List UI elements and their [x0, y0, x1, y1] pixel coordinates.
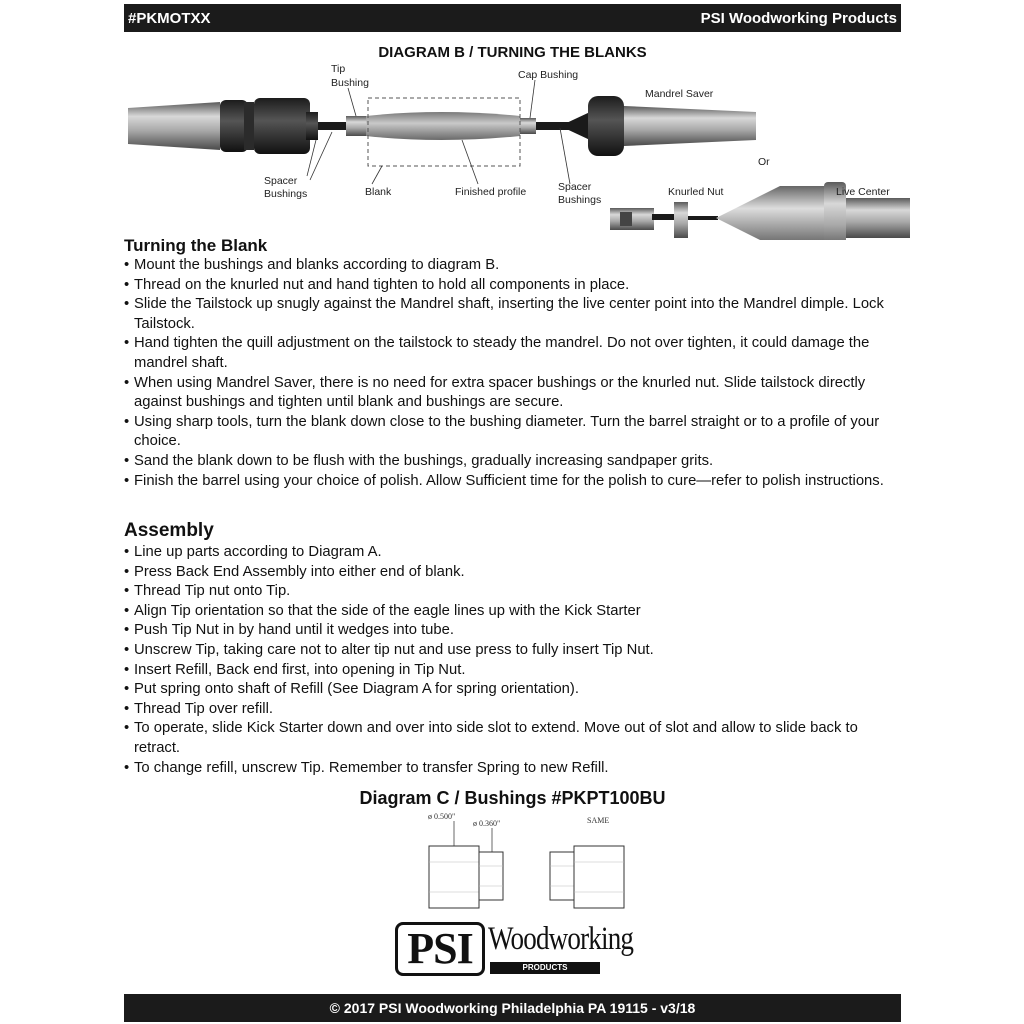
- list-item: • Push Tip Nut in by hand until it wedges into tube.: [124, 621, 894, 641]
- drive-collet: [220, 100, 248, 152]
- label-spacer-left: Spacer: [264, 175, 298, 187]
- same-note: SAME: [587, 816, 610, 825]
- label-blank: Blank: [365, 186, 392, 198]
- list-item: • Finish the barrel using your choice of polish. Allow Sufficient time for the polish to cure—refer to polish instructions.: [124, 472, 894, 492]
- knurled-nut: [674, 202, 688, 238]
- diagram-b-illustration: [120, 58, 910, 240]
- list-item: • Thread Tip over refill.: [124, 700, 894, 720]
- morse-taper-left: [128, 102, 220, 150]
- label-finished-profile: Finished profile: [455, 186, 527, 198]
- label-cap-bushing: Cap Bushing: [518, 69, 579, 81]
- label-live-center: Live Center: [836, 186, 890, 198]
- list-item: • Using sharp tools, turn the blank down close to the bushing diameter. Turn the barrel straight or to a profile of your choice.: [124, 413, 894, 452]
- diagram-c-title: Diagram C / Bushings #PKPT100BU: [359, 788, 666, 808]
- products-logo-text: PRODUCTS: [490, 962, 600, 974]
- mandrel-saver: [588, 96, 624, 156]
- psi-logo: [395, 918, 635, 980]
- list-item: • Line up parts according to Diagram A.: [124, 543, 894, 563]
- turning-heading: Turning the Blank: [124, 236, 268, 255]
- list-item: • To operate, slide Kick Starter down and over into side slot to extend. Move out of slot and allow to slide back to retract.: [124, 719, 894, 758]
- list-item: • To change refill, unscrew Tip. Remember to transfer Spring to new Refill.: [124, 759, 894, 779]
- blank: [366, 112, 520, 140]
- list-item: • Put spring onto shaft of Refill (See Diagram A for spring orientation).: [124, 680, 894, 700]
- bushing-large-right: [574, 846, 624, 908]
- list-item: • Unscrew Tip, taking care not to alter tip nut and use press to fully insert Tip Nut.: [124, 641, 894, 661]
- label-tip: Tip: [331, 63, 346, 75]
- cap-bushing: [520, 118, 536, 134]
- list-item: • Press Back End Assembly into either end of blank.: [124, 563, 894, 583]
- psi-logo-text: PSI: [407, 924, 473, 973]
- label-spacer-bushings-left: Bushings: [264, 188, 308, 200]
- product-code: #PKMOTXX: [128, 10, 211, 27]
- assembly-section: [124, 519, 894, 778]
- label-spacer-bushings-right: Bushings: [558, 194, 602, 206]
- label-mandrel-saver: Mandrel Saver: [645, 88, 714, 100]
- dimension-large: ø 0.500": [428, 812, 456, 821]
- label-knurled-nut: Knurled Nut: [668, 186, 724, 198]
- diagram-b-title: DIAGRAM B / TURNING THE BLANKS: [378, 44, 647, 61]
- psi-logo-box: [395, 922, 485, 976]
- footer-bar: [124, 994, 901, 1022]
- assembly-steps: [124, 543, 894, 778]
- morse-taper-right: [624, 106, 756, 146]
- list-item: • Align Tip orientation so that the side of the eagle lines up with the Kick Starter: [124, 602, 894, 622]
- assembly-heading: Assembly: [124, 520, 214, 541]
- list-item: • Thread Tip nut onto Tip.: [124, 582, 894, 602]
- footer-text: © 2017 PSI Woodworking Philadelphia PA 19115 - v3/18: [329, 1000, 696, 1016]
- woodworking-logo-text: Woodworking: [488, 921, 634, 957]
- list-item: • Insert Refill, Back end first, into opening in Tip Nut.: [124, 661, 894, 681]
- list-item: • When using Mandrel Saver, there is no need for extra spacer bushings or the knurled nut. Slide tailstock directly against bushings and tighten until blank and bushings are secure.: [124, 374, 894, 413]
- list-item: • Mount the bushings and blanks according to diagram B.: [124, 256, 894, 276]
- list-item: • Hand tighten the quill adjustment on the tailstock to steady the mandrel. Do not over tighten, it could damage the mandrel shaft.: [124, 334, 894, 373]
- bushing-small-right: [550, 852, 574, 900]
- bushing-large-left: [429, 846, 479, 908]
- list-item: • Slide the Tailstock up snugly against the Mandrel shaft, inserting the live center point into the Mandrel dimple. Lock Tailstock.: [124, 295, 894, 334]
- dimension-small: ø 0.360": [473, 819, 501, 828]
- header-bar: [124, 4, 901, 32]
- label-tip-bushing: Bushing: [331, 77, 369, 89]
- live-center: [716, 186, 824, 240]
- label-or: Or: [758, 156, 770, 168]
- company-name: PSI Woodworking Products: [700, 10, 897, 27]
- turning-section: [124, 236, 894, 491]
- diagram-c-illustration: [410, 810, 640, 920]
- turning-steps: [124, 256, 894, 491]
- bushing-small-left: [479, 852, 503, 900]
- list-item: • Thread on the knurled nut and hand tighten to hold all components in place.: [124, 276, 894, 296]
- tip-bushing: [346, 116, 366, 136]
- list-item: • Sand the blank down to be flush with the bushings, gradually increasing sandpaper grits.: [124, 452, 894, 472]
- label-spacer-right: Spacer: [558, 181, 592, 193]
